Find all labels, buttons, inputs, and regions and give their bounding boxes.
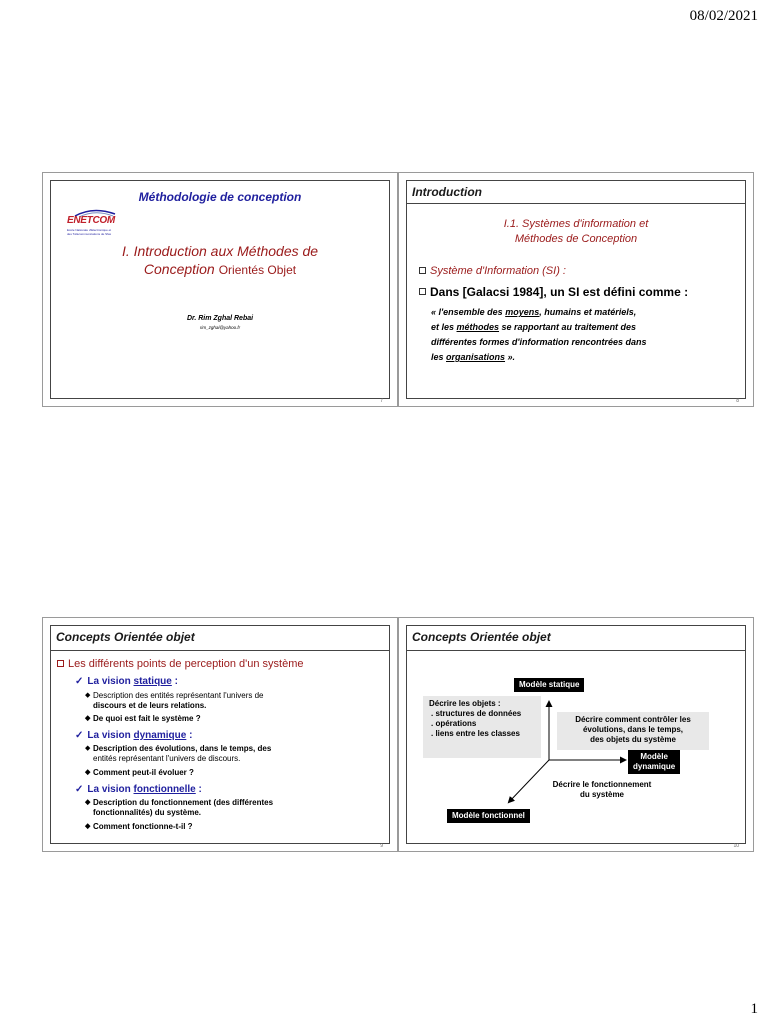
square-bullet-icon (419, 288, 426, 295)
item-text: Description du fonctionnement (des différentes (93, 798, 274, 807)
item-text: fonctionnalités) du système. (93, 808, 202, 817)
modele-dynamique-label (628, 750, 680, 774)
item-text: Comment peut-il évoluer ? (93, 768, 194, 777)
description-line: . opérations (431, 719, 477, 728)
description-line: évolutions, dans le temps, (582, 725, 684, 734)
fonctionnement-description (527, 780, 677, 800)
slide-title-small: Orientés Objet (218, 263, 297, 277)
header-divider (407, 203, 745, 204)
vision-keyword: statique (133, 676, 172, 687)
definition-quote (431, 305, 721, 365)
list-item (85, 744, 348, 764)
slide-title-main: Conception (143, 261, 215, 277)
quote-line (431, 305, 721, 320)
description-line: Décrire les objets : (429, 699, 501, 708)
slide-frame (50, 180, 390, 399)
check-icon: ✓ (75, 784, 84, 795)
vision-label: : (171, 676, 178, 687)
objets-description (423, 696, 541, 758)
quote-underlined: moyens (505, 307, 540, 317)
check-icon: ✓ (75, 676, 84, 687)
bullet-definition (419, 285, 688, 299)
description-line: Décrire comment contrôler les (575, 715, 691, 724)
modele-statique-label: Modèle statique (514, 678, 584, 692)
school-logo (67, 207, 129, 237)
quote-underlined: organisations (446, 352, 506, 362)
main-bullet (57, 658, 304, 670)
slide-topic: Méthodologie de conception (138, 190, 302, 204)
slide-subtitle (407, 217, 745, 247)
main-bullet-text: Les différents points de perception d'un système (68, 658, 304, 670)
label-line: dynamique (633, 762, 676, 771)
item-text: Description des entités représentant l'univers de (93, 691, 264, 700)
slide-9 (42, 617, 398, 852)
vision-label: : (195, 784, 202, 795)
quote-text: se rapportant au traitement des (499, 322, 637, 332)
slide-header: Concepts Orientée objet (56, 630, 195, 644)
bullet-text: Dans [Galacsi 1984], un SI est défini comme : (430, 285, 689, 299)
slide-title (51, 261, 389, 277)
square-bullet-icon (419, 267, 426, 274)
quote-text: ». (505, 352, 516, 362)
vision-keyword: dynamique (133, 730, 187, 741)
slide-number: 10 (733, 843, 739, 849)
description-line: du système (579, 790, 625, 799)
bullet-si (419, 265, 566, 277)
slide-7 (42, 172, 398, 407)
modele-fonctionnel-label: Modèle fonctionnel (447, 809, 530, 823)
diamond-bullet-icon: ◆ (85, 823, 91, 830)
item-text: discours et de leurs relations. (93, 701, 207, 710)
vision-keyword: fonctionnelle (133, 784, 196, 795)
quote-text: , humains et matériels, (539, 307, 637, 317)
square-bullet-icon (57, 660, 64, 667)
vision-label: La vision (87, 730, 134, 741)
logo-word: ENETCOM (67, 215, 115, 226)
item-text: entités représentant l'univers de discours. (93, 754, 241, 763)
diamond-bullet-icon: ◆ (85, 799, 91, 806)
slide-number: 9 (380, 843, 383, 849)
list-item (85, 714, 348, 724)
diamond-bullet-icon: ◆ (85, 715, 91, 722)
logo-tagline: des Télécommunications de Sfax (67, 232, 112, 236)
description-line: . liens entre les classes (431, 729, 520, 738)
author-email: rim_zghal@yahoo.fr (199, 325, 241, 330)
item-text: De quoi est fait le système ? (93, 714, 201, 723)
item-text: Comment fonctionne-t-il ? (93, 822, 193, 831)
list-item (85, 768, 348, 778)
page-number: 1 (750, 1001, 758, 1017)
subtitle-line: Méthodes de Conception (514, 233, 638, 245)
quote-line: différentes formes d'information rencontrées dans (431, 337, 647, 347)
list-item (85, 822, 348, 832)
slide-10 (398, 617, 754, 852)
slide-8 (398, 172, 754, 407)
quote-text: « l'ensemble des (431, 307, 506, 317)
vision-label: La vision (87, 784, 134, 795)
check-icon: ✓ (75, 730, 84, 741)
evolutions-description (557, 712, 709, 750)
author-name: Dr. Rim Zghal Rebai (186, 315, 254, 322)
quote-text: les (431, 352, 447, 362)
vision-fonctionnelle (75, 784, 202, 795)
list-item (85, 691, 348, 711)
diamond-bullet-icon: ◆ (85, 769, 91, 776)
slide-header: Concepts Orientée objet (412, 630, 551, 644)
subtitle-line: I.1. Systèmes d'information et (503, 218, 649, 230)
vision-label: : (186, 730, 193, 741)
slide-number: 8 (736, 398, 739, 404)
quote-text: et les (431, 322, 457, 332)
slide-frame (406, 625, 746, 844)
list-item (85, 798, 348, 818)
logo-tagline: Ecole Nationale d'Electronique et (67, 228, 112, 232)
label-line: Modèle (640, 752, 668, 761)
description-line: Décrire le fonctionnement (552, 780, 652, 789)
bullet-text: Système d'Information (SI) : (430, 265, 566, 277)
page-date: 08/02/2021 (689, 8, 758, 24)
diamond-bullet-icon: ◆ (85, 692, 91, 699)
slide-number: 7 (380, 398, 383, 404)
vision-label: La vision (87, 676, 134, 687)
slide-title: I. Introduction aux Méthodes de (121, 243, 319, 259)
slide-frame (406, 180, 746, 399)
header-divider (51, 650, 389, 651)
slide-header: Introduction (412, 185, 482, 199)
vision-dynamique (75, 730, 192, 741)
item-text: Description des évolutions, dans le temps, des (93, 744, 272, 753)
quote-underlined: méthodes (456, 322, 500, 332)
quote-line (431, 320, 721, 335)
diamond-bullet-icon: ◆ (85, 745, 91, 752)
description-line: . structures de données (431, 709, 522, 718)
description-line: des objets du système (590, 735, 676, 744)
slide-frame (50, 625, 390, 844)
quote-line (431, 350, 721, 365)
vision-statique (75, 676, 178, 687)
